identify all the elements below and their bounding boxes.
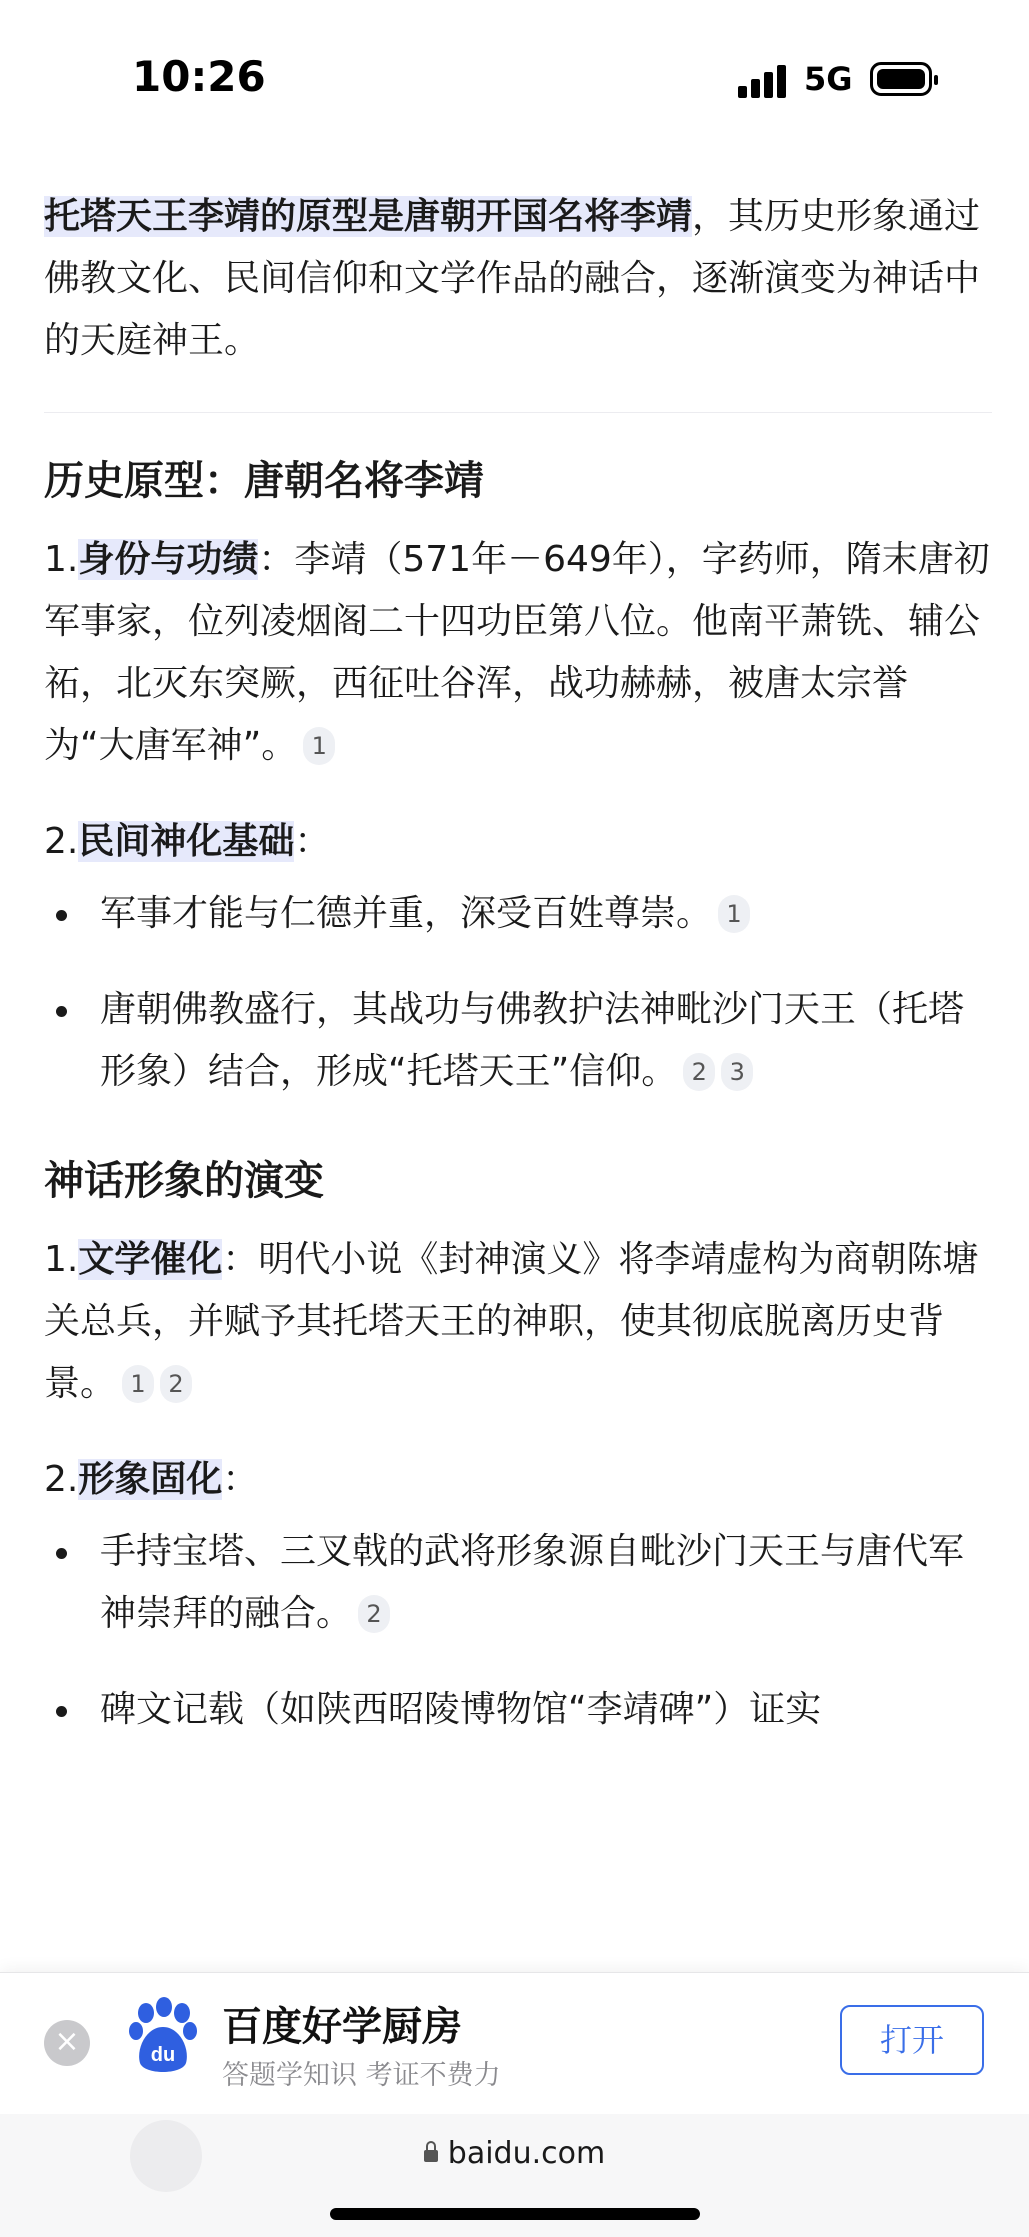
- list-item: [44, 1449, 992, 1741]
- bullet-list: [44, 1521, 992, 1741]
- item-text: ：明代小说《封神演义》将李靖虚构为商朝陈塘关总兵，并赋予其托塔天王的神职，使其彻底脱离历史背景。: [44, 1239, 979, 1404]
- item-number: 1.: [44, 1239, 79, 1280]
- divider: [44, 412, 992, 413]
- citation-badge[interactable]: 2: [683, 1053, 715, 1091]
- item-label: 文学催化: [78, 1239, 223, 1280]
- bullet-text: 唐朝佛教盛行，其战功与佛教护法神毗沙门天王（托塔形象）结合，形成“托塔天王”信仰。: [100, 989, 965, 1092]
- logo-text: du: [150, 2044, 176, 2066]
- item-label: 形象固化: [78, 1459, 223, 1500]
- browser-bottom-bar: [0, 2114, 1029, 2237]
- network-label: 5G: [804, 60, 853, 98]
- app-banner: [0, 1972, 1029, 2115]
- bullet-item: [44, 883, 992, 945]
- url-text: baidu.com: [447, 2136, 606, 2171]
- baidu-paw-logo-icon: [128, 1997, 198, 2077]
- lock-icon: [424, 2150, 438, 2162]
- citation-badge[interactable]: 1: [303, 727, 335, 765]
- bullet-item: [44, 979, 992, 1103]
- citation-badge[interactable]: 2: [160, 1365, 192, 1403]
- bullet-text: 军事才能与仁德并重，深受百姓尊崇。: [100, 893, 713, 934]
- item-text: ：: [222, 1459, 259, 1500]
- intro-text: ，其历史形象通过佛教文化、民间信仰和文学作品的融合，逐渐演变为神话中的天庭神王。: [44, 196, 981, 361]
- status-time: 10:26: [132, 52, 266, 101]
- bullet-item: [44, 1521, 992, 1645]
- answer-content: [44, 186, 992, 1775]
- citation-badge[interactable]: 1: [122, 1365, 154, 1403]
- app-name: 百度好学厨房: [222, 2004, 462, 2050]
- address-bar[interactable]: [0, 2136, 1029, 2171]
- intro-highlight: 托塔天王李靖的原型是唐朝开国名将李靖: [44, 196, 693, 237]
- citation-badge[interactable]: 3: [721, 1053, 753, 1091]
- item-number: 2.: [44, 821, 79, 862]
- signal-icon: [738, 64, 786, 98]
- open-app-button[interactable]: 打开: [840, 2005, 984, 2075]
- item-text: ：李靖（571年－649年），字药师，隋末唐初军事家，位列凌烟阁二十四功臣第八位。他南平萧铣、辅公祏，北灭东突厥，西征吐谷浑，战功赫赫，被唐太宗誉为“大唐军神”。: [44, 539, 990, 766]
- item-text: ：: [294, 821, 331, 862]
- app-subtitle: 答题学知识 考证不费力: [222, 2060, 501, 2091]
- intro-paragraph: [44, 186, 992, 372]
- section-title-history: 历史原型：唐朝名将李靖: [44, 458, 484, 504]
- bullet-list: [44, 883, 992, 1103]
- bullet-text: 手持宝塔、三叉戟的武将形象源自毗沙门天王与唐代军神崇拜的融合。: [100, 1531, 965, 1634]
- home-indicator[interactable]: [330, 2208, 700, 2220]
- item-number: 1.: [44, 539, 79, 580]
- status-bar: [0, 0, 1029, 160]
- list-item: [44, 1229, 992, 1415]
- item-number: 2.: [44, 1459, 79, 1500]
- item-label: 身份与功绩: [78, 539, 259, 580]
- close-icon[interactable]: ×: [44, 2020, 90, 2066]
- bullet-text: 碑文记载（如陕西昭陵博物馆“李靖碑”）证实: [100, 1689, 822, 1730]
- list-item: [44, 811, 992, 1103]
- bullet-item: [44, 1679, 992, 1741]
- section-title-evolution: 神话形象的演变: [44, 1158, 324, 1204]
- battery-icon: [870, 62, 932, 96]
- citation-badge[interactable]: 1: [718, 895, 750, 933]
- item-label: 民间神化基础: [78, 821, 295, 862]
- citation-badge[interactable]: 2: [358, 1595, 390, 1633]
- list-item: [44, 529, 992, 777]
